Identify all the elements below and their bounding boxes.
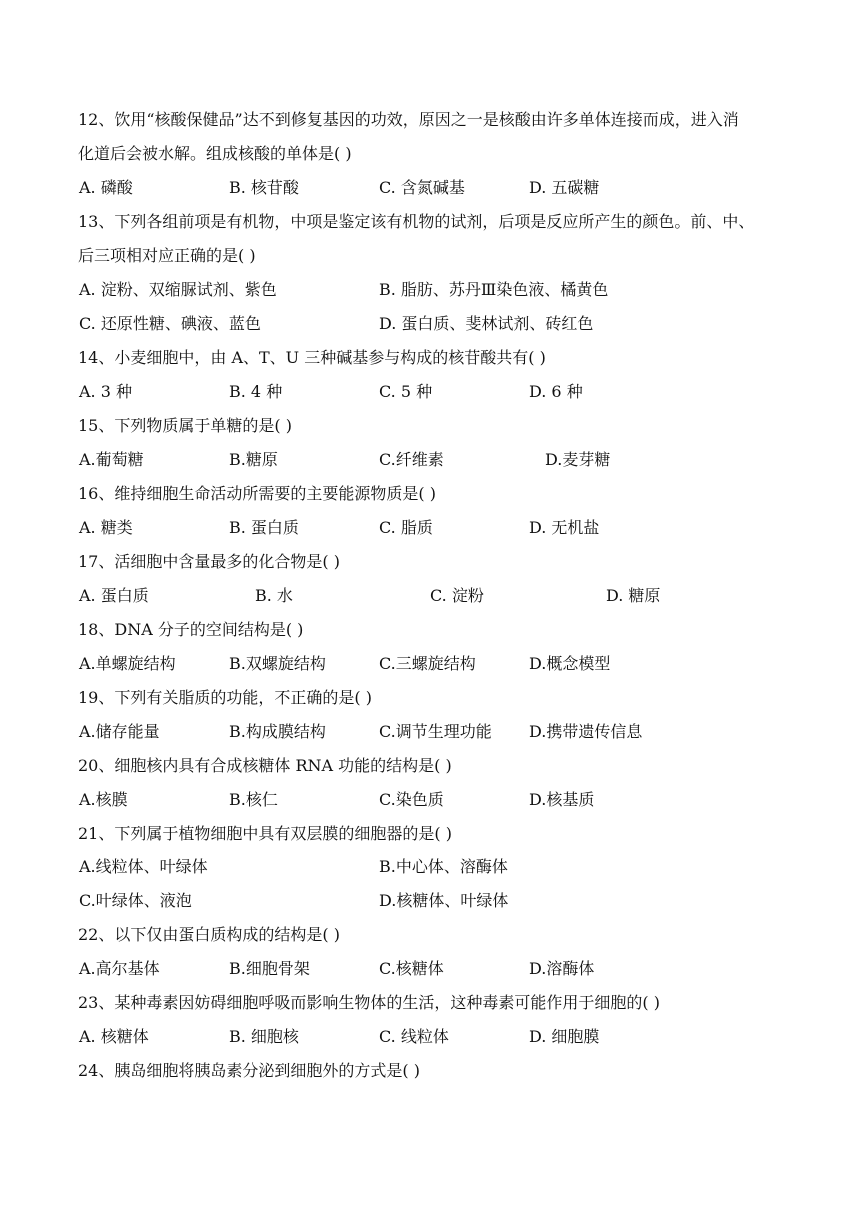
question-23-option-b: B. 细胞核	[229, 1027, 299, 1046]
question-20-option-c: C.染色质	[379, 790, 444, 809]
question-13-option-c: C. 还原性糖、碘液、蓝色	[79, 314, 261, 333]
question-21-option-b: B.中心体、溶酶体	[379, 857, 508, 876]
question-20-option-a: A.核膜	[79, 790, 128, 809]
question-21-option-a: A.线粒体、叶绿体	[79, 857, 208, 876]
question-13-option-a: A. 淀粉、双缩脲试剂、紫色	[79, 280, 277, 299]
question-15-option-c: C.纤维素	[379, 450, 444, 469]
question-18-option-b: B.双螺旋结构	[229, 654, 326, 673]
question-12-option-a: A. 磷酸	[79, 178, 133, 197]
question-19-option-a: A.储存能量	[79, 722, 160, 741]
question-16-option-a: A. 糖类	[79, 518, 133, 537]
question-16-option-c: C. 脂质	[379, 518, 433, 537]
question-14-stem-line-1: 14、小麦细胞中，由 A、T、U 三种碱基参与构成的核苷酸共有( )	[78, 348, 546, 367]
question-23-stem-line-1: 23、某种毒素因妨碍细胞呼吸而影响生物体的生活，这种毒素可能作用于细胞的( )	[78, 993, 660, 1012]
question-22-option-a: A.高尔基体	[79, 959, 160, 978]
question-19-option-b: B.构成膜结构	[229, 722, 326, 741]
question-15-option-d: D.麦芽糖	[545, 450, 611, 469]
question-16-stem-line-1: 16、维持细胞生命活动所需要的主要能源物质是( )	[78, 484, 436, 503]
question-14-option-b: B. 4 种	[229, 382, 283, 401]
question-22-stem-line-1: 22、以下仅由蛋白质构成的结构是( )	[78, 925, 340, 944]
question-22-option-b: B.细胞骨架	[229, 959, 310, 978]
question-18-option-a: A.单螺旋结构	[79, 654, 176, 673]
question-19-option-d: D.携带遗传信息	[529, 722, 643, 741]
question-22-option-c: C.核糖体	[379, 959, 444, 978]
question-15-option-b: B.糖原	[229, 450, 278, 469]
question-12-stem-line-1: 12、饮用“核酸保健品”达不到修复基因的功效，原因之一是核酸由许多单体连接而成，进入消	[78, 110, 739, 129]
question-13-stem-line-2: 后三项相对应正确的是( )	[78, 246, 256, 265]
question-14-option-a: A. 3 种	[79, 382, 132, 401]
question-21-stem-line-1: 21、下列属于植物细胞中具有双层膜的细胞器的是( )	[78, 824, 452, 843]
question-13-stem-line-1: 13、下列各组前项是有机物，中项是鉴定该有机物的试剂，后项是反应所产生的颜色。前、中、	[78, 212, 755, 231]
question-20-option-b: B.核仁	[229, 790, 278, 809]
question-17-option-a: A. 蛋白质	[79, 586, 149, 605]
question-18-stem-line-1: 18、DNA 分子的空间结构是( )	[78, 620, 304, 639]
question-22-option-d: D.溶酶体	[529, 959, 595, 978]
question-12-option-b: B. 核苷酸	[229, 178, 299, 197]
question-14-option-c: C. 5 种	[379, 382, 433, 401]
question-23-option-d: D. 细胞膜	[529, 1027, 600, 1046]
question-13-option-d: D. 蛋白质、斐林试剂、砖红色	[379, 314, 594, 333]
question-20-stem-line-1: 20、细胞核内具有合成核糖体 RNA 功能的结构是( )	[78, 756, 452, 775]
question-18-option-d: D.概念模型	[529, 654, 611, 673]
question-24-stem-line-1: 24、胰岛细胞将胰岛素分泌到细胞外的方式是( )	[78, 1061, 420, 1080]
question-17-option-c: C. 淀粉	[430, 586, 484, 605]
question-12-option-c: C. 含氮碱基	[379, 178, 465, 197]
question-16-option-b: B. 蛋白质	[229, 518, 299, 537]
question-20-option-d: D.核基质	[529, 790, 595, 809]
question-14-option-d: D. 6 种	[529, 382, 583, 401]
question-12-option-d: D. 五碳糖	[529, 178, 600, 197]
question-13-option-b: B. 脂肪、苏丹Ⅲ染色液、橘黄色	[379, 280, 609, 299]
question-17-stem-line-1: 17、活细胞中含量最多的化合物是( )	[78, 552, 340, 571]
question-15-option-a: A.葡萄糖	[79, 450, 144, 469]
question-17-option-b: B. 水	[255, 586, 293, 605]
question-17-option-d: D. 糖原	[606, 586, 661, 605]
question-21-option-d: D.核糖体、叶绿体	[379, 891, 509, 910]
question-15-stem-line-1: 15、下列物质属于单糖的是( )	[78, 416, 292, 435]
question-19-stem-line-1: 19、下列有关脂质的功能，不正确的是( )	[78, 688, 372, 707]
question-16-option-d: D. 无机盐	[529, 518, 600, 537]
question-23-option-a: A. 核糖体	[79, 1027, 149, 1046]
question-19-option-c: C.调节生理功能	[379, 722, 492, 741]
question-18-option-c: C.三螺旋结构	[379, 654, 476, 673]
question-23-option-c: C. 线粒体	[379, 1027, 449, 1046]
question-21-option-c: C.叶绿体、液泡	[79, 891, 192, 910]
question-12-stem-line-2: 化道后会被水解。组成核酸的单体是( )	[78, 144, 352, 163]
